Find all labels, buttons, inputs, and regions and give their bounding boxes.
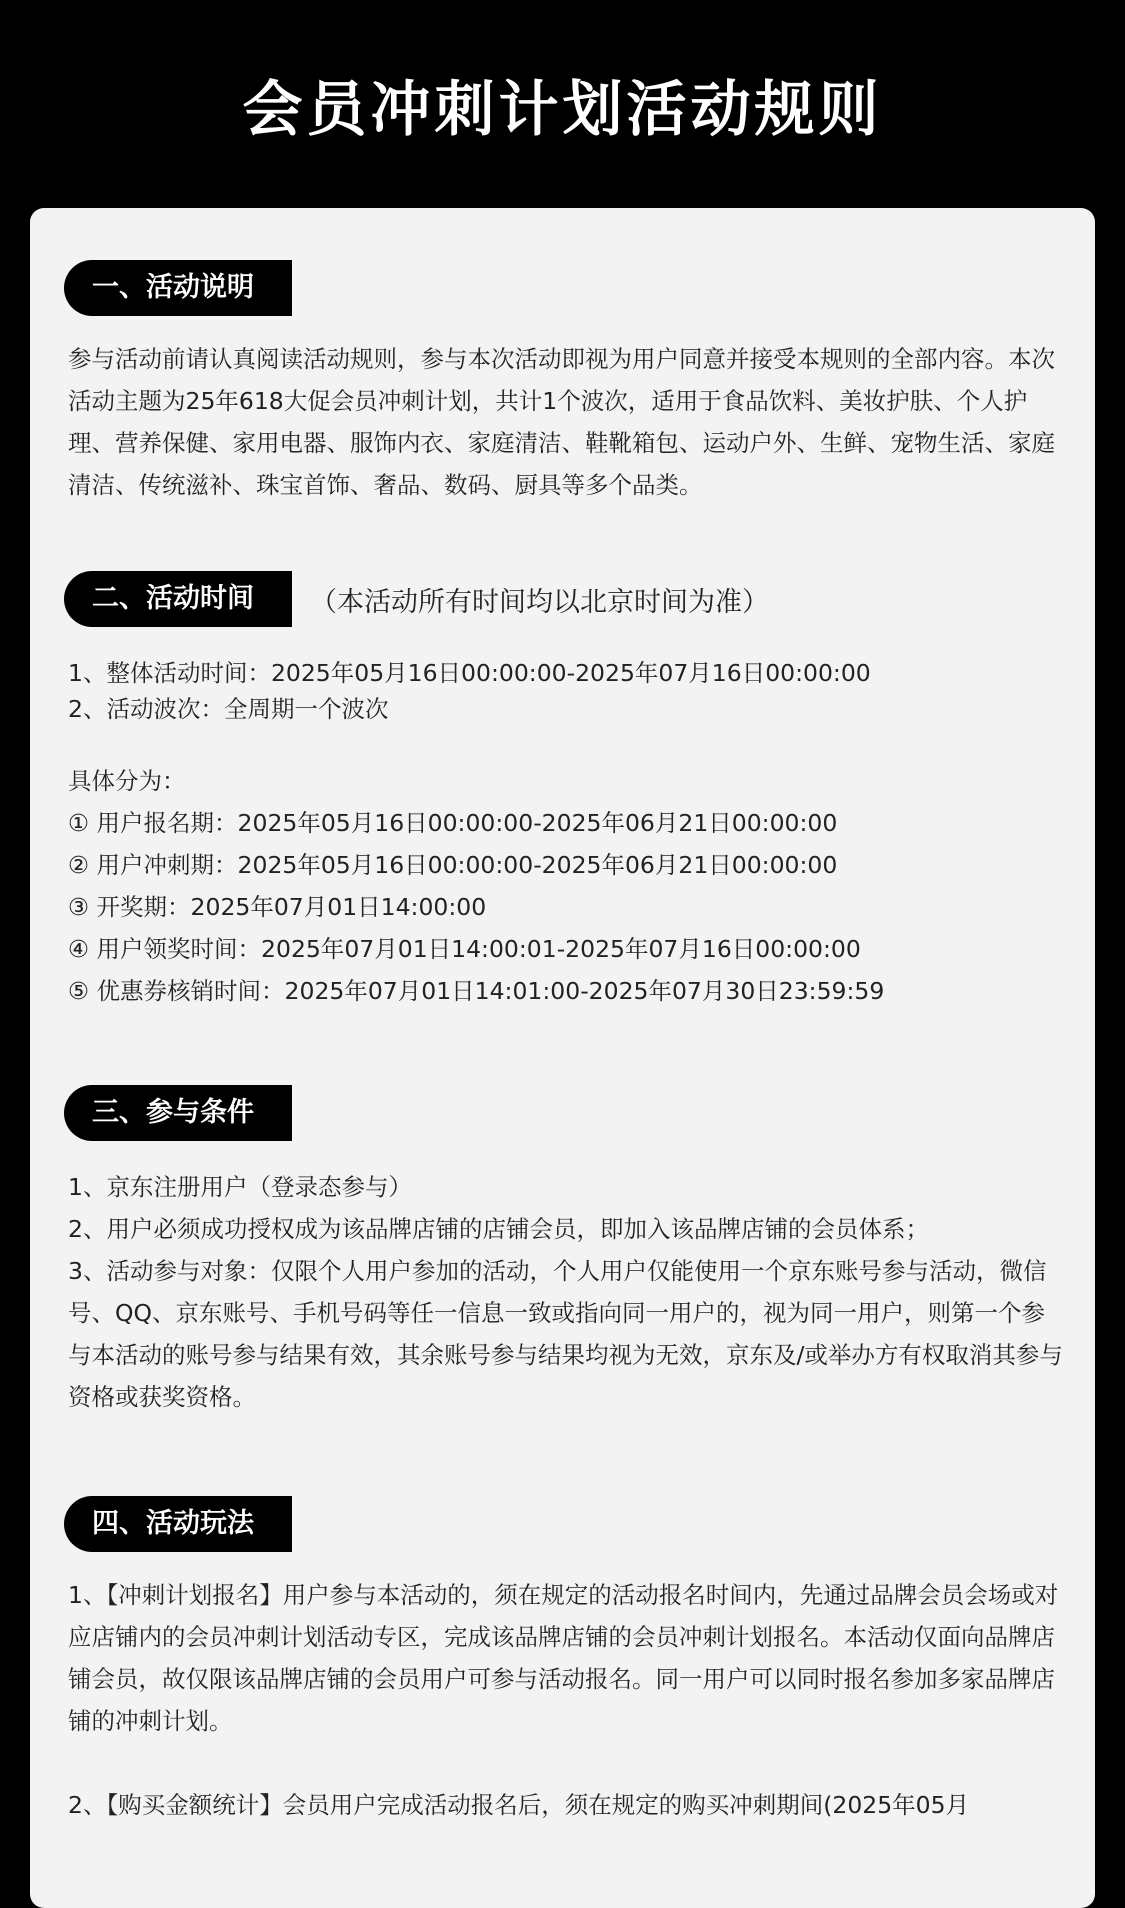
timezone-note: （本活动所有时间均以北京时间为准） xyxy=(310,586,769,618)
period-item: ① 用户报名期：2025年05月16日00:00:00-2025年06月21日00:00:00 xyxy=(68,809,838,837)
period-item: ② 用户冲刺期：2025年05月16日00:00:00-2025年06月21日00:00:00 xyxy=(68,851,838,879)
eligibility-line: 1、京东注册用户（登录态参与） xyxy=(68,1173,412,1201)
period-item: ④ 用户领奖时间：2025年07月01日14:00:01-2025年07月16日00:00:00 xyxy=(68,935,861,963)
eligibility-line: 2、用户必须成功授权成为该品牌店铺的店铺会员，即加入该品牌店铺的会员体系； xyxy=(68,1215,929,1243)
section-activity-time-header xyxy=(64,571,769,627)
section-heading: 四、活动玩法 xyxy=(64,1496,292,1552)
wave-line: 2、活动波次：全周期一个波次 xyxy=(68,695,389,723)
gameplay-paragraph-2: 2、【购买金额统计】会员用户完成活动报名后，须在规定的购买冲刺期间(2025年05月 xyxy=(68,1791,970,1819)
section-heading: 二、活动时间 xyxy=(64,571,292,627)
section-eligibility-header xyxy=(64,1085,292,1141)
rules-card xyxy=(30,208,1095,1908)
breakdown-subtitle: 具体分为： xyxy=(68,767,186,795)
period-item: ⑤ 优惠券核销时间：2025年07月01日14:01:00-2025年07月30日23:59:59 xyxy=(68,977,885,1005)
section-activity-description-header xyxy=(64,260,292,316)
overall-time-line: 1、整体活动时间：2025年05月16日00:00:00-2025年07月16日00:00:00 xyxy=(68,659,871,687)
eligibility-paragraph: 3、活动参与对象：仅限个人用户参加的活动，个人用户仅能使用一个京东账号参与活动，微信号、QQ、京东账号、手机号码等任一信息一致或指向同一用户的，视为同一用户，则第一个参与本活动的账号参与结果有效，其余账号参与结果均视为无效，京东及/或举办方有权取消其参与资格或获奖资格。 xyxy=(68,1257,1063,1411)
period-item: ③ 开奖期：2025年07月01日14:00:00 xyxy=(68,893,487,921)
section-gameplay-header xyxy=(64,1496,292,1552)
gameplay-paragraph-1: 1、【冲刺计划报名】用户参与本活动的，须在规定的活动报名时间内，先通过品牌会员会场或对应店铺内的会员冲刺计划活动专区，完成该品牌店铺的会员冲刺计划报名。本活动仅面向品牌店铺会员，故仅限该品牌店铺的会员用户可参与活动报名。同一用户可以同时报名参加多家品牌店铺的冲刺计划。 xyxy=(68,1581,1059,1735)
activity-description-text: 参与活动前请认真阅读活动规则，参与本次活动即视为用户同意并接受本规则的全部内容。本次活动主题为25年618大促会员冲刺计划，共计1个波次，适用于食品饮料、美妆护肤、个人护理、营养保健、家用电器、服饰内衣、家庭清洁、鞋靴箱包、运动户外、生鲜、宠物生活、家庭清洁、传统滋补、珠宝首饰、奢品、数码、厨具等多个品类。 xyxy=(68,345,1055,499)
section-heading: 一、活动说明 xyxy=(64,260,292,316)
page-title: 会员冲刺计划活动规则 xyxy=(242,75,883,145)
section-heading: 三、参与条件 xyxy=(64,1085,292,1141)
